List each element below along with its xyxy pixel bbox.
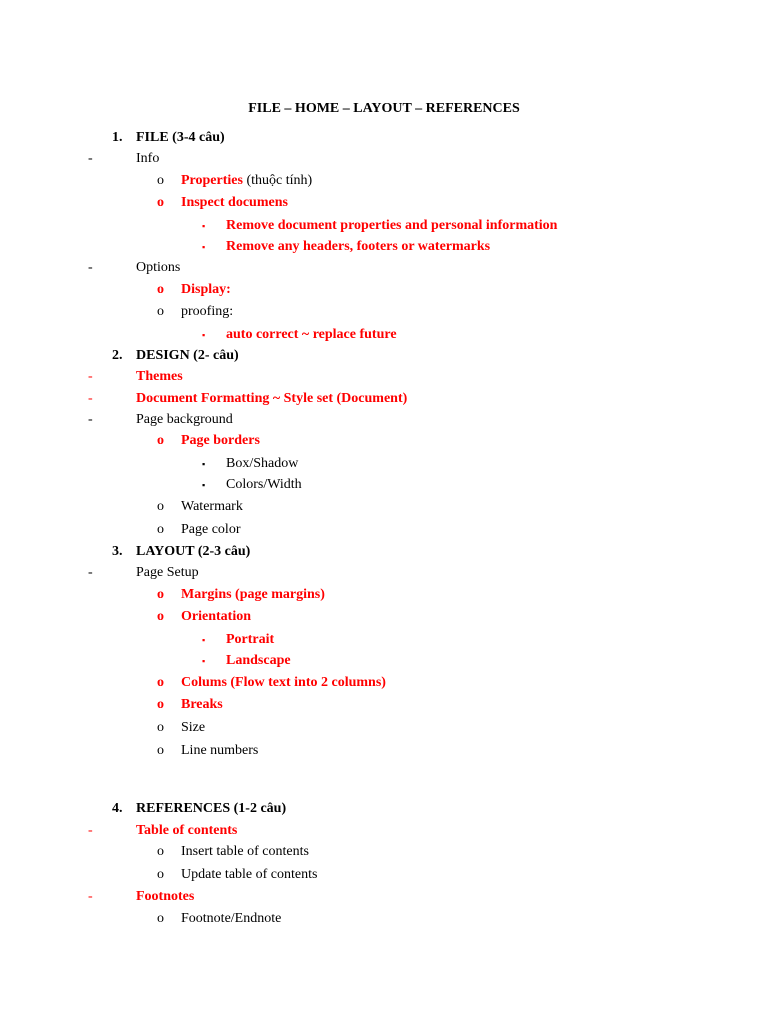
circle-bullet: o: [157, 697, 164, 712]
item-portrait: Portrait: [226, 632, 275, 647]
item-themes: Themes: [136, 369, 183, 384]
item-breaks: Breaks: [181, 697, 223, 712]
section-2-heading: DESIGN (2- câu): [136, 348, 239, 363]
item-watermark: Watermark: [181, 499, 243, 514]
item-inspect-documents: Inspect documens: [181, 195, 288, 210]
circle-bullet: o: [157, 587, 164, 602]
item-footnote-endnote: Footnote/Endnote: [181, 911, 282, 926]
item-auto-correct: auto correct ~ replace future: [226, 327, 397, 342]
item-display: Display:: [181, 282, 231, 297]
section-2-number: 2.: [112, 348, 123, 363]
item-remove-properties: Remove document properties and personal information: [226, 218, 558, 233]
square-bullet: ▪: [202, 656, 206, 666]
section-4-number: 4.: [112, 801, 123, 816]
item-margins: Margins (page margins): [181, 587, 325, 602]
item-page-setup: Page Setup: [136, 565, 199, 580]
dash-bullet: -: [88, 565, 93, 580]
item-orientation: Orientation: [181, 609, 251, 624]
properties-label: Properties: [181, 173, 243, 188]
item-page-background: Page background: [136, 412, 233, 427]
item-proofing: proofing:: [181, 304, 234, 319]
item-properties: [181, 172, 312, 190]
square-bullet: ▪: [202, 635, 206, 645]
square-bullet: ▪: [202, 242, 206, 252]
item-size: Size: [181, 720, 206, 735]
circle-bullet: o: [157, 522, 164, 537]
item-insert-toc: Insert table of contents: [181, 844, 309, 859]
section-3-heading: LAYOUT (2-3 câu): [136, 544, 251, 559]
item-landscape: Landscape: [226, 653, 291, 668]
circle-bullet: o: [157, 609, 164, 624]
circle-bullet: o: [157, 499, 164, 514]
item-update-toc: Update table of contents: [181, 867, 318, 882]
item-box-shadow: Box/Shadow: [226, 456, 299, 471]
circle-bullet: o: [157, 173, 164, 188]
section-3-number: 3.: [112, 544, 123, 559]
item-columns: Colums (Flow text into 2 columns): [181, 675, 386, 690]
circle-bullet: o: [157, 844, 164, 859]
item-footnotes: Footnotes: [136, 889, 195, 904]
dash-bullet: -: [88, 260, 93, 275]
square-bullet: ▪: [202, 221, 206, 231]
properties-note: (thuộc tính): [246, 173, 313, 188]
dash-bullet: -: [88, 823, 93, 838]
square-bullet: ▪: [202, 459, 206, 469]
item-page-borders: Page borders: [181, 433, 260, 448]
item-page-color: Page color: [181, 522, 241, 537]
circle-bullet: o: [157, 720, 164, 735]
circle-bullet: o: [157, 743, 164, 758]
item-colors-width: Colors/Width: [226, 477, 302, 492]
square-bullet: ▪: [202, 330, 206, 340]
section-1-heading: FILE (3-4 câu): [136, 130, 225, 145]
circle-bullet: o: [157, 867, 164, 882]
dash-bullet: -: [88, 151, 93, 166]
item-info: Info: [136, 151, 160, 166]
section-1-number: 1.: [112, 130, 123, 145]
square-bullet: ▪: [202, 480, 206, 490]
document-title: FILE – HOME – LAYOUT – REFERENCES: [248, 101, 520, 116]
circle-bullet: o: [157, 433, 164, 448]
dash-bullet: -: [88, 369, 93, 384]
circle-bullet: o: [157, 304, 164, 319]
item-document-formatting: Document Formatting ~ Style set (Document): [136, 391, 408, 406]
item-remove-headers: Remove any headers, footers or watermarks: [226, 239, 491, 254]
section-4-heading: REFERENCES (1-2 câu): [136, 801, 287, 816]
circle-bullet: o: [157, 195, 164, 210]
circle-bullet: o: [157, 675, 164, 690]
circle-bullet: o: [157, 282, 164, 297]
dash-bullet: -: [88, 391, 93, 406]
dash-bullet: -: [88, 889, 93, 904]
item-options: Options: [136, 260, 181, 275]
dash-bullet: -: [88, 412, 93, 427]
item-line-numbers: Line numbers: [181, 743, 259, 758]
item-table-of-contents: Table of contents: [136, 823, 238, 838]
circle-bullet: o: [157, 911, 164, 926]
